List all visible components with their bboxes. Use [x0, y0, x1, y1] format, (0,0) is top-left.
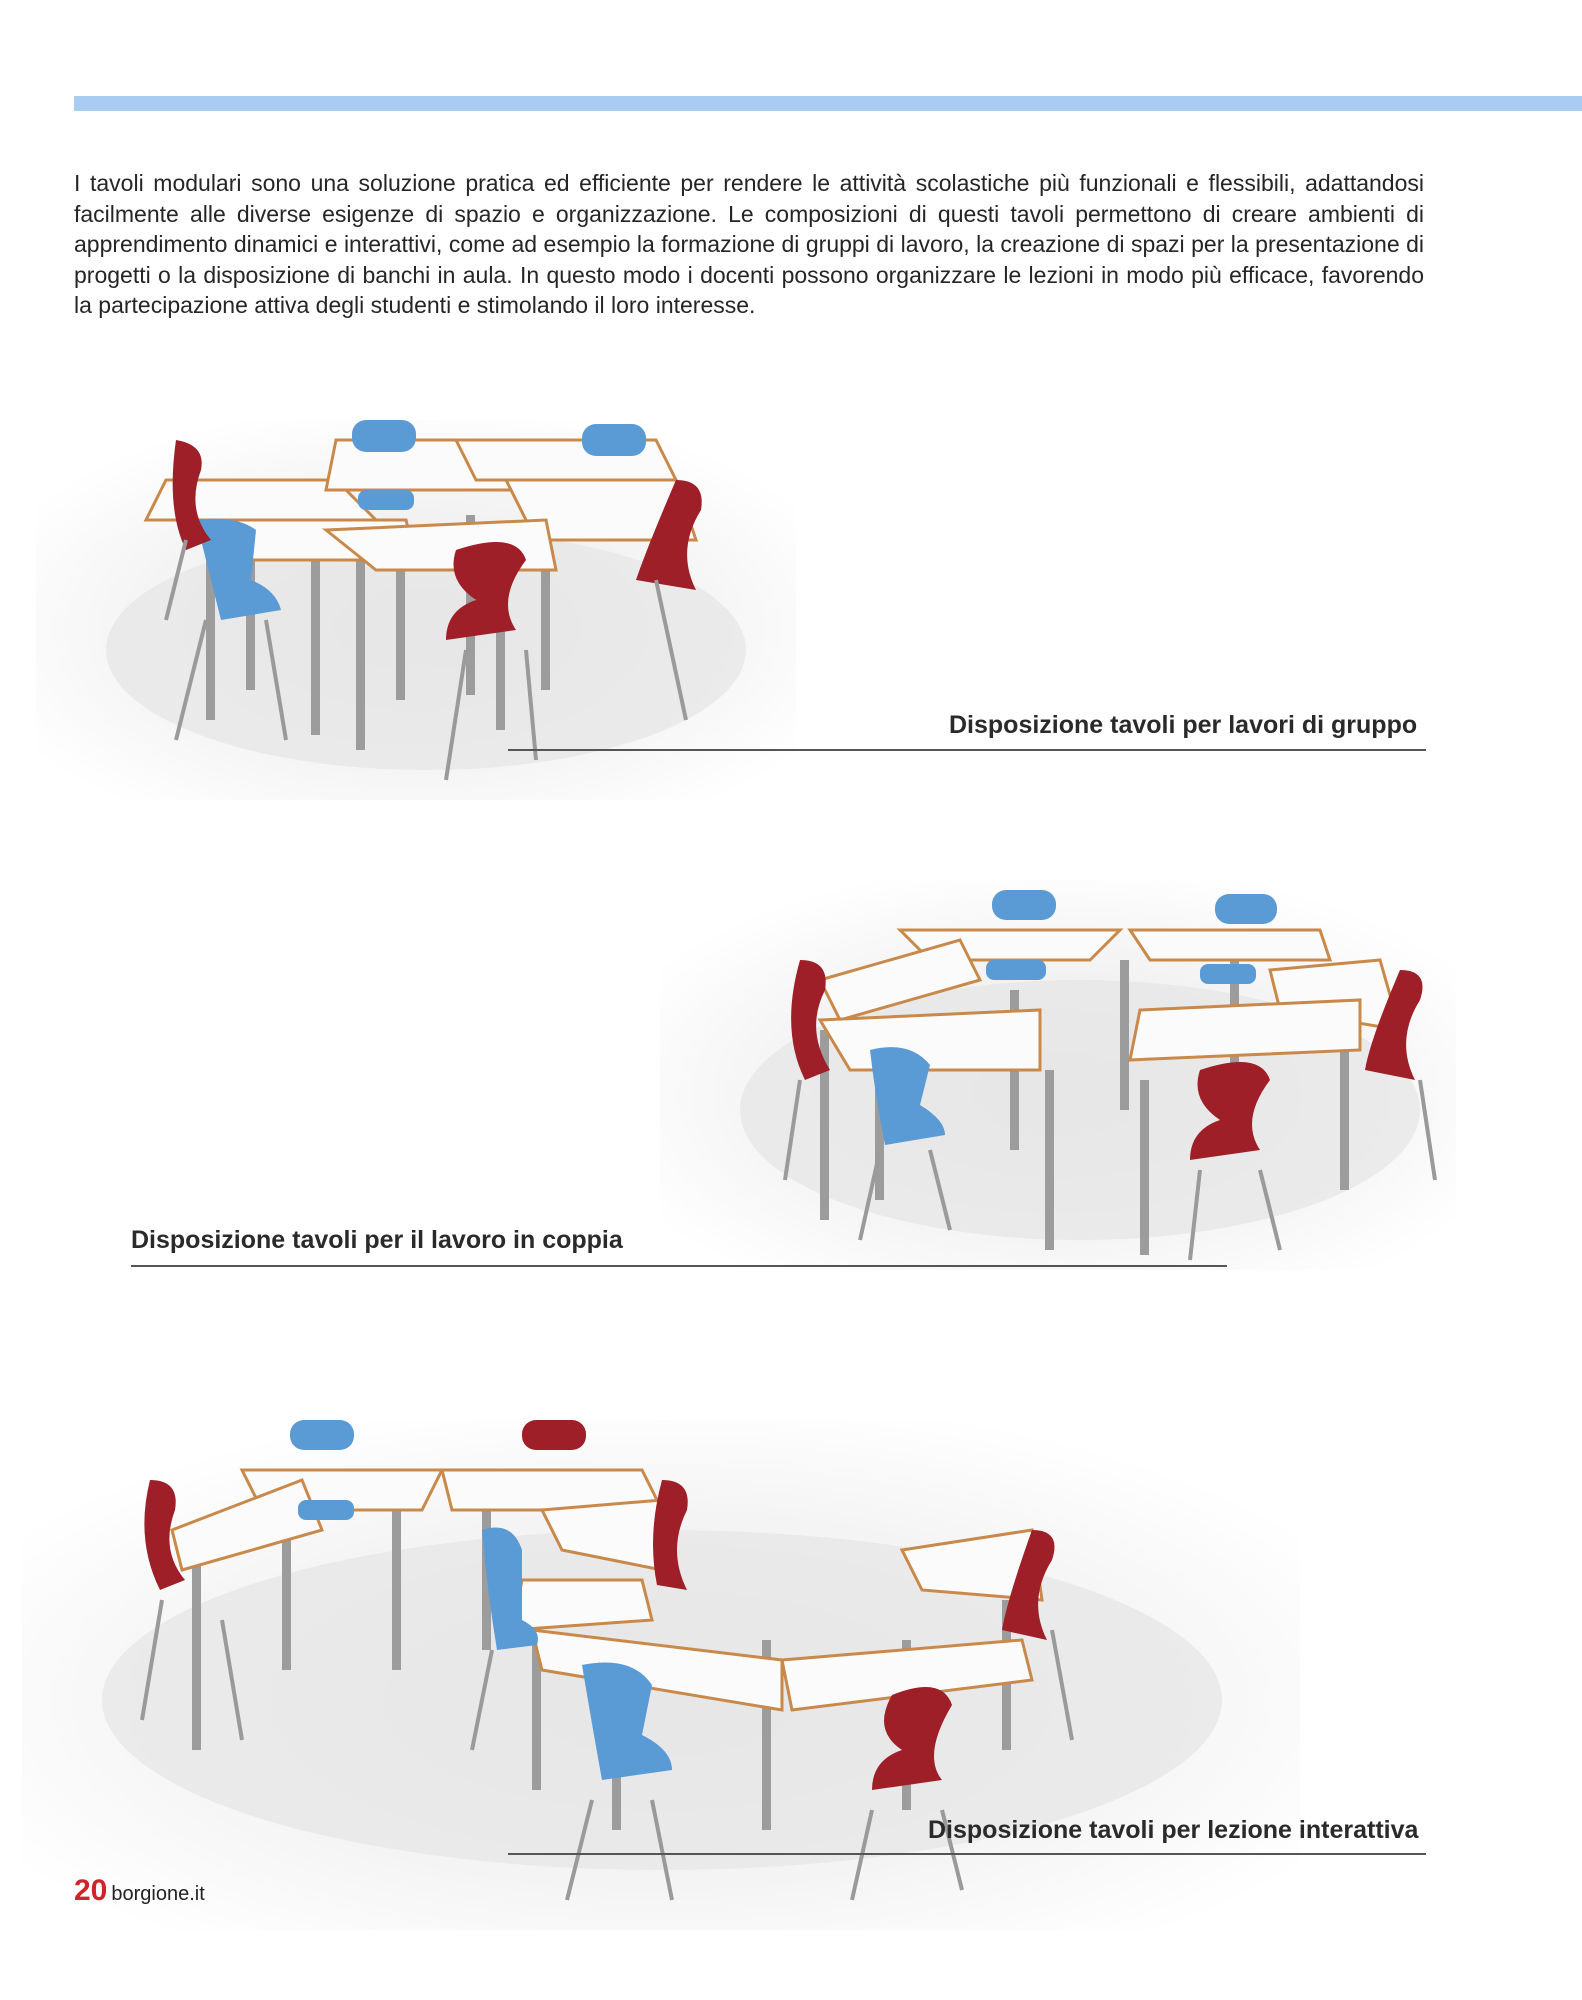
top-accent-bar — [74, 96, 1582, 111]
caption-rule-pairs — [131, 1265, 1227, 1267]
group-work-image — [36, 420, 796, 800]
page-number: 20 — [74, 1874, 108, 1907]
caption-interactive-lesson: Disposizione tavoli per lezione interattiva — [928, 1816, 1419, 1844]
site-link[interactable]: borgione.it — [111, 1883, 205, 1905]
intro-paragraph: I tavoli modulari sono una soluzione pratica ed efficiente per rendere le attività scolastiche più funzionali e flessibili, adattandosi facilmente alle diverse esigenze di spazio e organizzazione. Le composizioni di questi tavoli permettono di creare ambienti di apprendimento dinamici e interattivi, come ad esempio la formazione di gruppi di lavoro, la creazione di spazi per la presentazione di progetti o la disposizione di banchi in aula. In questo modo i docenti possono organizzare le lezioni in modo più efficace, favorendo la partecipazione attiva degli studenti e stimolando il loro interesse. — [74, 170, 1424, 318]
caption-pair-work: Disposizione tavoli per il lavoro in coppia — [131, 1226, 623, 1254]
caption-rule-group — [508, 749, 1426, 751]
caption-group-work: Disposizione tavoli per lavori di gruppo — [949, 711, 1418, 739]
caption-rule-interactive — [508, 1853, 1426, 1855]
pair-work-image — [660, 880, 1456, 1270]
page-footer — [74, 1874, 205, 1908]
